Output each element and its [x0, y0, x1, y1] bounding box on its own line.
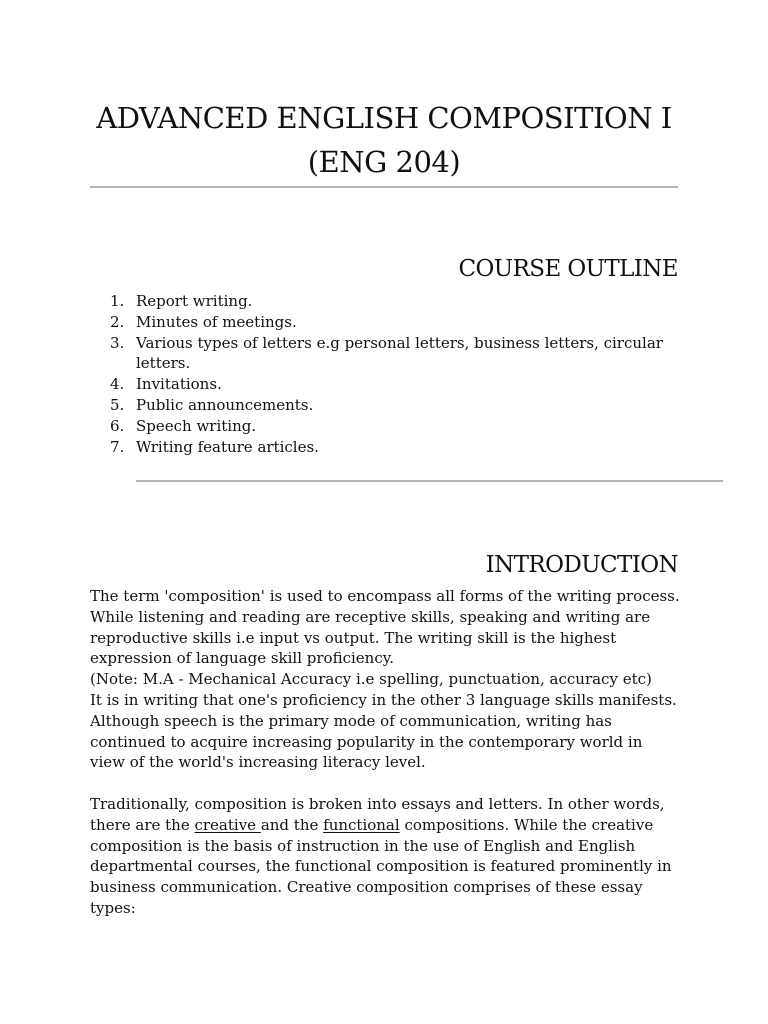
- list-text: Public announcements.: [136, 395, 314, 414]
- list-number: 2.: [110, 312, 125, 331]
- course-outline-list: [110, 291, 680, 457]
- list-number: 5.: [110, 395, 125, 414]
- title-divider: [90, 186, 678, 188]
- list-item: [110, 312, 680, 333]
- list-text: Minutes of meetings.: [136, 312, 297, 331]
- intro-paragraph-3: [90, 794, 682, 919]
- list-number: 7.: [110, 437, 125, 456]
- course-outline-heading: COURSE OUTLINE: [458, 256, 678, 282]
- introduction-body: [90, 586, 682, 919]
- list-item: [110, 437, 680, 458]
- list-item: [110, 416, 680, 437]
- intro-paragraph-1: The term 'composition' is used to encompass all forms of the writing process. While listening and reading are receptive skills, speaking and writing are reproductive skills i.e input vs output. The writing skill is the highest expression of language skill proficiency.: [90, 587, 680, 668]
- list-text: Invitations.: [136, 375, 222, 394]
- list-text: Speech writing.: [136, 416, 257, 435]
- list-number: 4.: [110, 375, 125, 394]
- list-item: [110, 291, 680, 312]
- p3-text-middle: and the: [260, 815, 324, 834]
- list-item: [110, 395, 680, 416]
- intro-paragraph-2: It is in writing that one's proficiency in the other 3 language skills manifests. Although speech is the primary mode of communication, writing has continued to acquire increasing popularity in the contemporary world in view of the world's increasing literacy level.: [90, 690, 677, 772]
- list-text: Report writing.: [136, 292, 253, 310]
- list-number: 1.: [110, 292, 125, 310]
- list-number: 3.: [110, 333, 125, 352]
- document-title: [90, 96, 678, 184]
- p3-text-before: Traditionally, composition is broken into essays and letters. In other words, there are the: [90, 794, 665, 834]
- p3-text-after: compositions. While the creative composition is the basis of instruction in the use of English and English departmental courses, the functional composition is featured prominently in business communication. Creative composition comprises of these essay types:: [90, 815, 672, 917]
- introduction-heading: INTRODUCTION: [485, 552, 678, 578]
- list-text: Writing feature articles.: [136, 437, 319, 456]
- title-line-1: ADVANCED ENGLISH COMPOSITION I: [96, 101, 672, 135]
- paragraph-spacer: [90, 773, 682, 794]
- list-item: [110, 374, 680, 395]
- list-text: Various types of letters e.g personal letters, business letters, circular letters.: [136, 333, 663, 373]
- list-item: [110, 333, 680, 375]
- intro-note: (Note: M.A - Mechanical Accuracy i.e spelling, punctuation, accuracy etc): [90, 670, 652, 689]
- outline-divider: [136, 480, 723, 482]
- list-number: 6.: [110, 416, 125, 435]
- creative-term: creative: [194, 815, 261, 834]
- title-line-2: (ENG 204): [307, 145, 461, 179]
- functional-term: functional: [323, 815, 400, 834]
